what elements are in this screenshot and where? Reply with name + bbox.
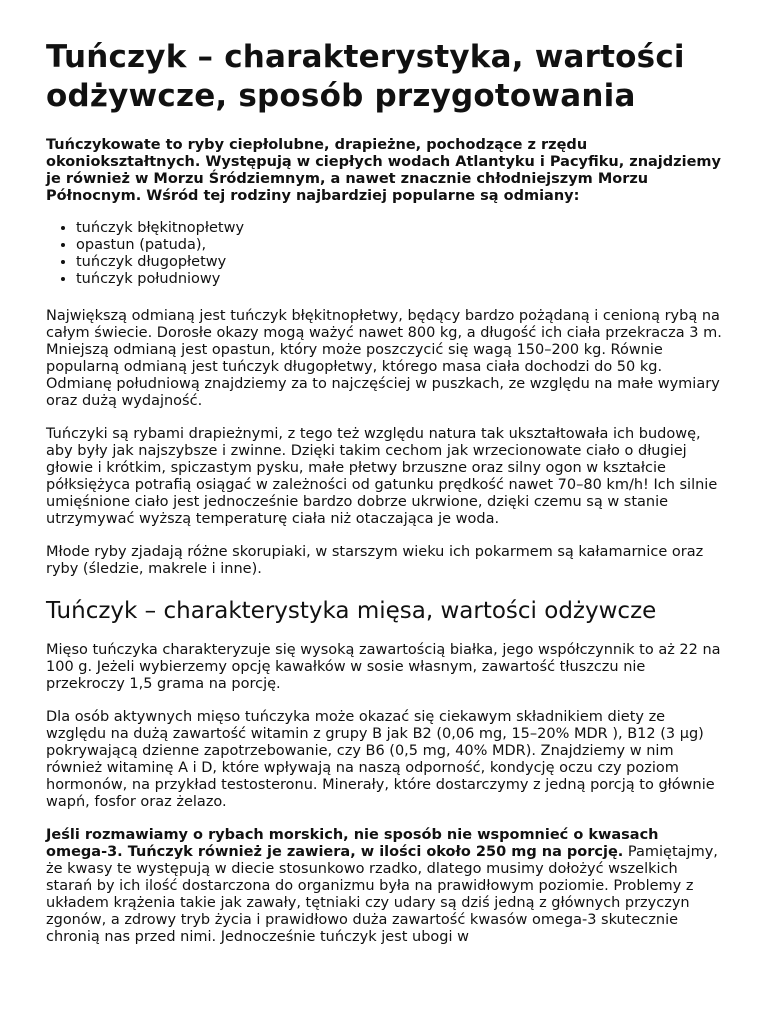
article [0,38,768,946]
paragraph-diet: Młode ryby zjadają różne skorupiaki, w starszym wieku ich pokarmem są kałamarnice oraz ryby (śledzie, makrele i inne). [46,544,704,577]
section-heading: Tuńczyk – charakterystyka mięsa, wartości odżywcze [46,598,657,624]
list-item: • tuńczyk południowy [76,271,722,288]
paragraph-body-build: Tuńczyki są rybami drapieżnymi, z tego też względu natura tak ukształtowała ich budowę, aby były jak najszybsze i zwinne. Dzięki takim cechom jak wrzecionowate ciało o długiej głowie i krótkim, spiczastym pysku, małe płetwy brzuszne oraz silny ogon w kształcie półksiężyca potrafią osiągać w zależności od gatunku prędkość nawet 70–80 km/h! Ich silnie umięśnione ciało jest jednocześnie bardzo dobrze ukrwione, dzięki czemu są w stanie utrzymywać wyższą temperaturę ciała niż otaczająca je woda. [46,426,718,527]
paragraph-protein: Mięso tuńczyka charakteryzuje się wysoką zawartością białka, jego współczynnik to aż 22 na 100 g. Jeżeli wybierzemy opcję kawałków w sosie własnym, zawartość tłuszczu nie przekroczy 1,5 grama na porcję. [46,642,721,692]
paragraph-omega3 [46,827,722,946]
omega3-text: Pamiętajmy, że kwasy te występują w diecie stosunkowo rzadko, dlatego musimy dołożyć wszelkich starań by ich ilość dostarczona do organizmu była na prawidłowym poziomie. Problemy z układem krążenia takie jak zawały, tętniaki czy udary są dziś jedną z głównych przyczyn zgonów, a zdrowy tryb życia i prawidłowo duża zawartość kwasów omega-3 skutecznie chronią nas przed nimi. Jednocześnie tuńczyk jest ubogi w [46,844,718,945]
list-item: • tuńczyk błękitnopłetwy [76,220,722,237]
lead-paragraph: Tuńczykowate to ryby ciepłolubne, drapieżne, pochodzące z rzędu okoniokształtnych. Występują w ciepłych wodach Atlantyku i Pacyfiku, znajdziemy je również w Morzu Śródziemnym, a nawet znacznie chłodniejszym Morzu Północnym. Wśród tej rodziny najbardziej popularne są odmiany: [46,137,721,204]
species-list [46,220,722,288]
paragraph-species-sizes: Największą odmianą jest tuńczyk błękitnopłetwy, będący bardzo pożądaną i cenioną rybą na całym świecie. Dorosłe okazy mogą ważyć nawet 800 kg, a długość ich ciała przekracza 3 m. Mniejszą odmianą jest opastun, który może poszczycić się wagą 150–200 kg. Równie popularną odmianą jest tuńczyk długopłetwy, którego masa ciała dochodzi do 50 kg. Odmianę południową znajdziemy za to najczęściej w puszkach, ze względu na małe wymiary oraz dużą wydajność. [46,308,722,409]
list-item: • tuńczyk długopłetwy [76,254,722,271]
paragraph-vitamins: Dla osób aktywnych mięso tuńczyka może okazać się ciekawym składnikiem diety ze względu na dużą zawartość witamin z grupy B jak B2 (0,06 mg, 15–20% MDR ), B12 (3 µg) pokrywającą dzienne zapotrzebowanie, czy B6 (0,5 mg, 40% MDR). Znajdziemy w nim również witaminę A i D, które wpływają na naszą odporność, kondycję oczu czy poziom hormonów, na przykład testosteronu. Minerały, które dostarczymy z jedną porcją to głównie wapń, fosfor oraz żelazo. [46,709,715,810]
omega3-bold-text: Jeśli rozmawiamy o rybach morskich, nie sposób nie wspomnieć o kwasach omega-3. Tuńczyk również je zawiera, w ilości około 250 mg na porcję. [46,827,659,860]
page-title: Tuńczyk – charakterystyka, wartości odżywcze, sposób przygotowania [46,39,685,114]
list-item: • opastun (patuda), [76,237,722,254]
